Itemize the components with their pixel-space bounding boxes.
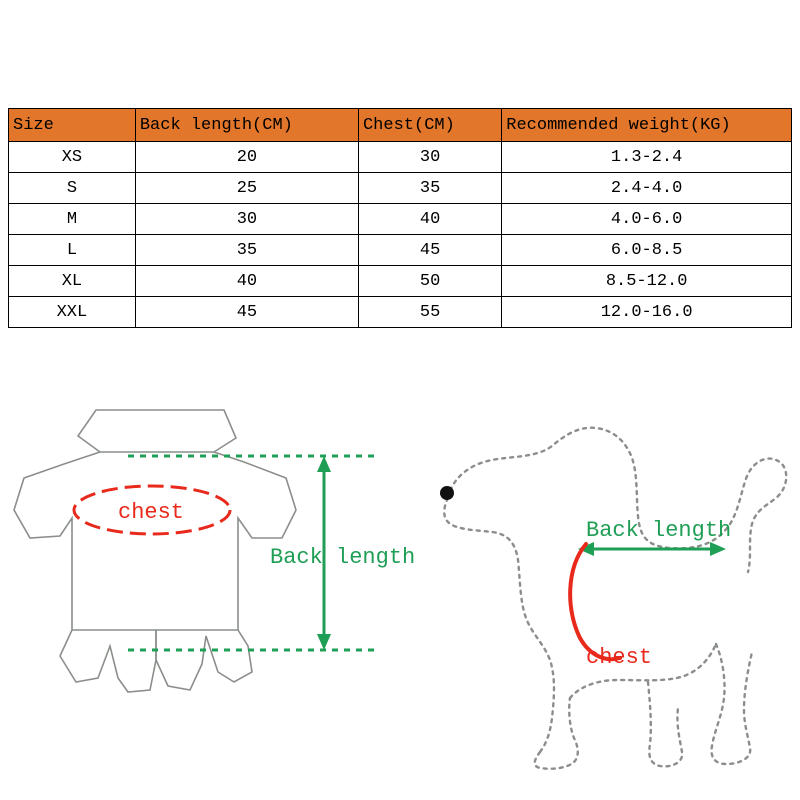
table-row (9, 173, 792, 204)
garment-diagram (14, 410, 415, 692)
dog-chest-label: chest (586, 645, 653, 670)
cell-back-length: 30 (135, 204, 358, 235)
table-header-row (9, 109, 792, 142)
dog-back-length-label: Back length (586, 518, 732, 543)
back-length-label: Back length (270, 545, 416, 570)
cell-chest: 35 (358, 173, 501, 204)
column-header-size: Size (9, 109, 136, 142)
cell-weight: 1.3-2.4 (502, 142, 792, 173)
size-table (8, 108, 792, 328)
garment-collar-outline (78, 410, 236, 452)
dog-back-length-arrow-head-right (710, 542, 726, 556)
garment-right-legs-outline (156, 630, 252, 690)
cell-size: S (9, 173, 136, 204)
cell-back-length: 45 (135, 297, 358, 328)
cell-weight: 6.0-8.5 (502, 235, 792, 266)
dog-rear-leg-outline (712, 644, 752, 764)
cell-weight: 2.4-4.0 (502, 173, 792, 204)
cell-size: XXL (9, 297, 136, 328)
cell-weight: 4.0-6.0 (502, 204, 792, 235)
column-header-back-length: Back length(CM) (135, 109, 358, 142)
table-row (9, 204, 792, 235)
dog-diagram (440, 428, 786, 769)
table-row (9, 142, 792, 173)
garment-left-legs-outline (60, 630, 156, 692)
dog-nose-dot (440, 486, 454, 500)
cell-size: M (9, 204, 136, 235)
dog-chest-measure-curve (570, 544, 620, 659)
dog-inner-rear-leg-outline (648, 682, 682, 766)
dog-front-paw-outline (535, 698, 578, 769)
cell-back-length: 40 (135, 266, 358, 297)
back-length-arrow-head-top (317, 456, 331, 472)
table-row (9, 266, 792, 297)
cell-chest: 40 (358, 204, 501, 235)
cell-chest: 55 (358, 297, 501, 328)
cell-chest: 45 (358, 235, 501, 266)
size-chart (8, 108, 792, 328)
cell-back-length: 20 (135, 142, 358, 173)
cell-size: L (9, 235, 136, 266)
cell-size: XL (9, 266, 136, 297)
cell-back-length: 35 (135, 235, 358, 266)
chest-label: chest (118, 500, 185, 525)
column-header-chest: Chest(CM) (358, 109, 501, 142)
cell-chest: 30 (358, 142, 501, 173)
table-row (9, 235, 792, 266)
measurement-illustrations (0, 360, 800, 780)
cell-weight: 12.0-16.0 (502, 297, 792, 328)
cell-size: XS (9, 142, 136, 173)
garment-body-outline (14, 452, 296, 630)
dog-front-outline (444, 498, 554, 752)
table-row (9, 297, 792, 328)
back-length-arrow-head-bottom (317, 634, 331, 650)
cell-back-length: 25 (135, 173, 358, 204)
cell-weight: 8.5-12.0 (502, 266, 792, 297)
column-header-weight: Recommended weight(KG) (502, 109, 792, 142)
cell-chest: 50 (358, 266, 501, 297)
